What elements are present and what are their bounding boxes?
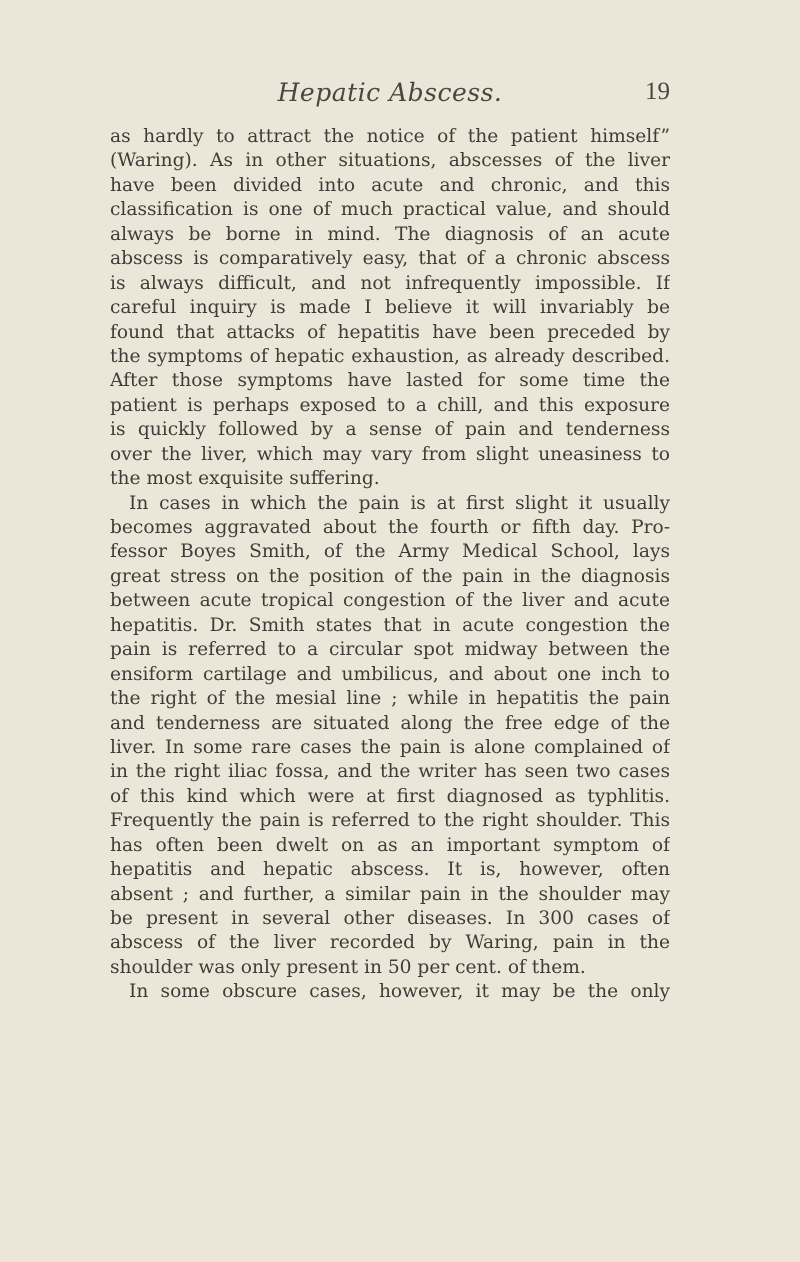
text-line: be present in several other diseases. In 300 cases of [110, 908, 670, 929]
text-line: found that attacks of hepatitis have been preceded by [110, 321, 670, 343]
page-header [110, 78, 670, 118]
text-line: shoulder was only present in 50 per cent. of them. [110, 956, 586, 978]
text-line: (Waring). As in other situations, abscesses of the liver [110, 150, 670, 172]
body-text [110, 125, 670, 1005]
text-line: is always difficult, and not infrequently impossible. If [110, 272, 670, 294]
text-line: is quickly followed by a sense of pain and tenderness [110, 419, 670, 441]
text-line: great stress on the position of the pain in the diagnosis [110, 565, 670, 587]
text-line: hepatitis and hepatic abscess. It is, however, often [110, 859, 670, 881]
page-number: 19 [645, 78, 670, 105]
text-line: ensiform cartilage and umbilicus, and about one inch to [110, 663, 670, 685]
text-line: between acute tropical congestion of the liver and acute [110, 590, 670, 612]
text-line: pain is referred to a circular spot midway between the [110, 639, 670, 661]
text-line: has often been dwelt on as an important symptom of [110, 834, 670, 856]
text-line: over the liver, which may vary from slight uneasiness to [110, 443, 670, 465]
text-line: classification is one of much practical value, and should [110, 199, 670, 221]
text-line: of this kind which were at first diagnosed as typhlitis. [110, 785, 670, 807]
text-line: After those symptoms have lasted for some time the [110, 370, 670, 392]
text-line: as hardly to attract the notice of the patient himself” [110, 126, 670, 147]
text-line: abscess of the liver recorded by Waring, pain in the [110, 932, 670, 954]
text-line: becomes aggravated about the fourth or fifth day. Pro- [110, 517, 670, 538]
text-line: and tenderness are situated along the free edge of the [110, 712, 670, 734]
text-line: hepatitis. Dr. Smith states that in acute congestion the [110, 614, 670, 636]
text-line: In cases in which the pain is at first slight it usually [129, 492, 670, 514]
text-line: in the right iliac fossa, and the writer has seen two cases [110, 761, 670, 783]
text-line: the most exquisite suffering. [110, 468, 380, 490]
text-line: patient is perhaps exposed to a chill, and this exposure [110, 394, 670, 416]
text-line: liver. In some rare cases the pain is alone complained of [110, 736, 670, 758]
text-line: Frequently the pain is referred to the right shoulder. This [110, 810, 670, 832]
text-line: fessor Boyes Smith, of the Army Medical School, lays [110, 541, 670, 563]
text-line: always be borne in mind. The diagnosis of an acute [110, 223, 670, 245]
text-line: abscess is comparatively easy, that of a chronic abscess [110, 248, 670, 270]
text-line: the right of the mesial line ; while in hepatitis the pain [110, 688, 670, 710]
text-line: absent ; and further, a similar pain in the shoulder may [110, 883, 670, 905]
text-line: have been divided into acute and chronic, and this [110, 174, 670, 196]
running-title: Hepatic Abscess. [277, 78, 503, 107]
text-line: careful inquiry is made I believe it will invariably be [110, 297, 670, 319]
text-line: In some obscure cases, however, it may be the only [129, 981, 670, 1003]
text-line: the symptoms of hepatic exhaustion, as already described. [110, 345, 670, 367]
